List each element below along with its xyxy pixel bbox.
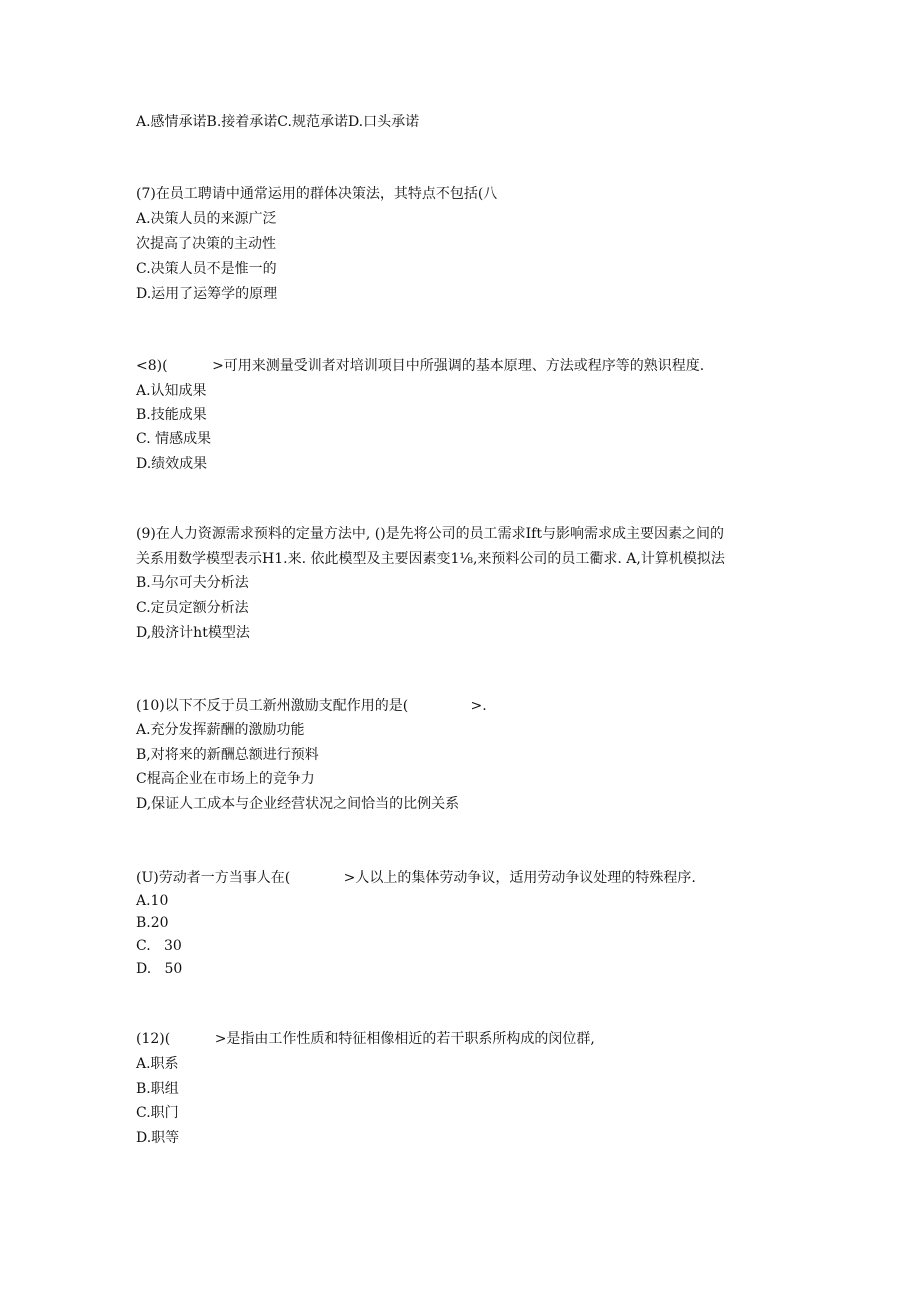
q11-option-a: A.10 bbox=[136, 893, 169, 909]
q11-question: (U)劳动者一方当事人在( >人以上的集体劳动争议，适用劳动争议处理的特殊程序. bbox=[136, 870, 696, 886]
q12-question: (12)( >是指由工作性质和特征相像相近的若干职系所构成的闵位群, bbox=[136, 1031, 595, 1047]
q6-options-line: A.感情承诺B.接着承诺C.规范承诺D.口头承诺 bbox=[136, 114, 420, 130]
q12-option-b: B.职组 bbox=[136, 1081, 179, 1097]
q8-option-a: A.认知成果 bbox=[136, 383, 207, 399]
q9-question-line-2: 关系用数学模型表示H1.来. 依此模型及主要因素变1⅛,来预料公司的员工衢求. A,计算机模拟法 bbox=[136, 551, 725, 567]
q8-option-d: D.绩效成果 bbox=[136, 456, 208, 472]
q11-option-c: C. 30 bbox=[136, 938, 182, 954]
q9-question-line-1: (9)在人力资源需求预料的定量方法中, ()是先将公司的员工需求Ift与影响需求成主要因素之间的 bbox=[136, 526, 724, 542]
q10-question: (10)以下不反于员工新州激励支配作用的是( >. bbox=[136, 698, 487, 714]
q10-option-c: C棍高企业在市场上的竞争力 bbox=[136, 771, 315, 787]
q8-option-c: C. 情感成果 bbox=[136, 431, 212, 447]
q12-option-a: A.职系 bbox=[136, 1056, 179, 1072]
q12-option-c: C.职门 bbox=[136, 1105, 179, 1121]
q10-option-a: A.充分发挥薪酬的激励功能 bbox=[136, 722, 305, 738]
q11-option-d: D. 50 bbox=[136, 961, 183, 977]
q11-option-b: B.20 bbox=[136, 915, 169, 931]
q10-option-d: D,保证人工成本与企业经营状况之间恰当的比例关系 bbox=[136, 796, 460, 812]
q9-option-d: D,般济计ht模型法 bbox=[136, 625, 250, 641]
q7-option-b: 次提高了决策的主动性 bbox=[136, 236, 276, 252]
q9-option-c: C.定员定额分析法 bbox=[136, 600, 249, 616]
q8-option-b: B.技能成果 bbox=[136, 407, 207, 423]
q7-question: (7)在员工聘请中通常运用的群体决策法，其特点不包括(八 bbox=[136, 186, 498, 202]
q8-question: <8)( >可用来测量受训者对培训项目中所强调的基本原理、方法或程序等的熟识程度. bbox=[136, 358, 705, 374]
q7-option-c: C.决策人员不是惟一的 bbox=[136, 261, 277, 277]
q7-option-a: A.决策人员的来源广泛 bbox=[136, 211, 277, 227]
q9-option-b: B.马尔可夫分析法 bbox=[136, 575, 249, 591]
q10-option-b: B,对将来的新酬总额进行预料 bbox=[136, 747, 319, 763]
q12-option-d: D.职等 bbox=[136, 1130, 180, 1146]
q7-option-d: D.运用了运筹学的原理 bbox=[136, 286, 278, 302]
